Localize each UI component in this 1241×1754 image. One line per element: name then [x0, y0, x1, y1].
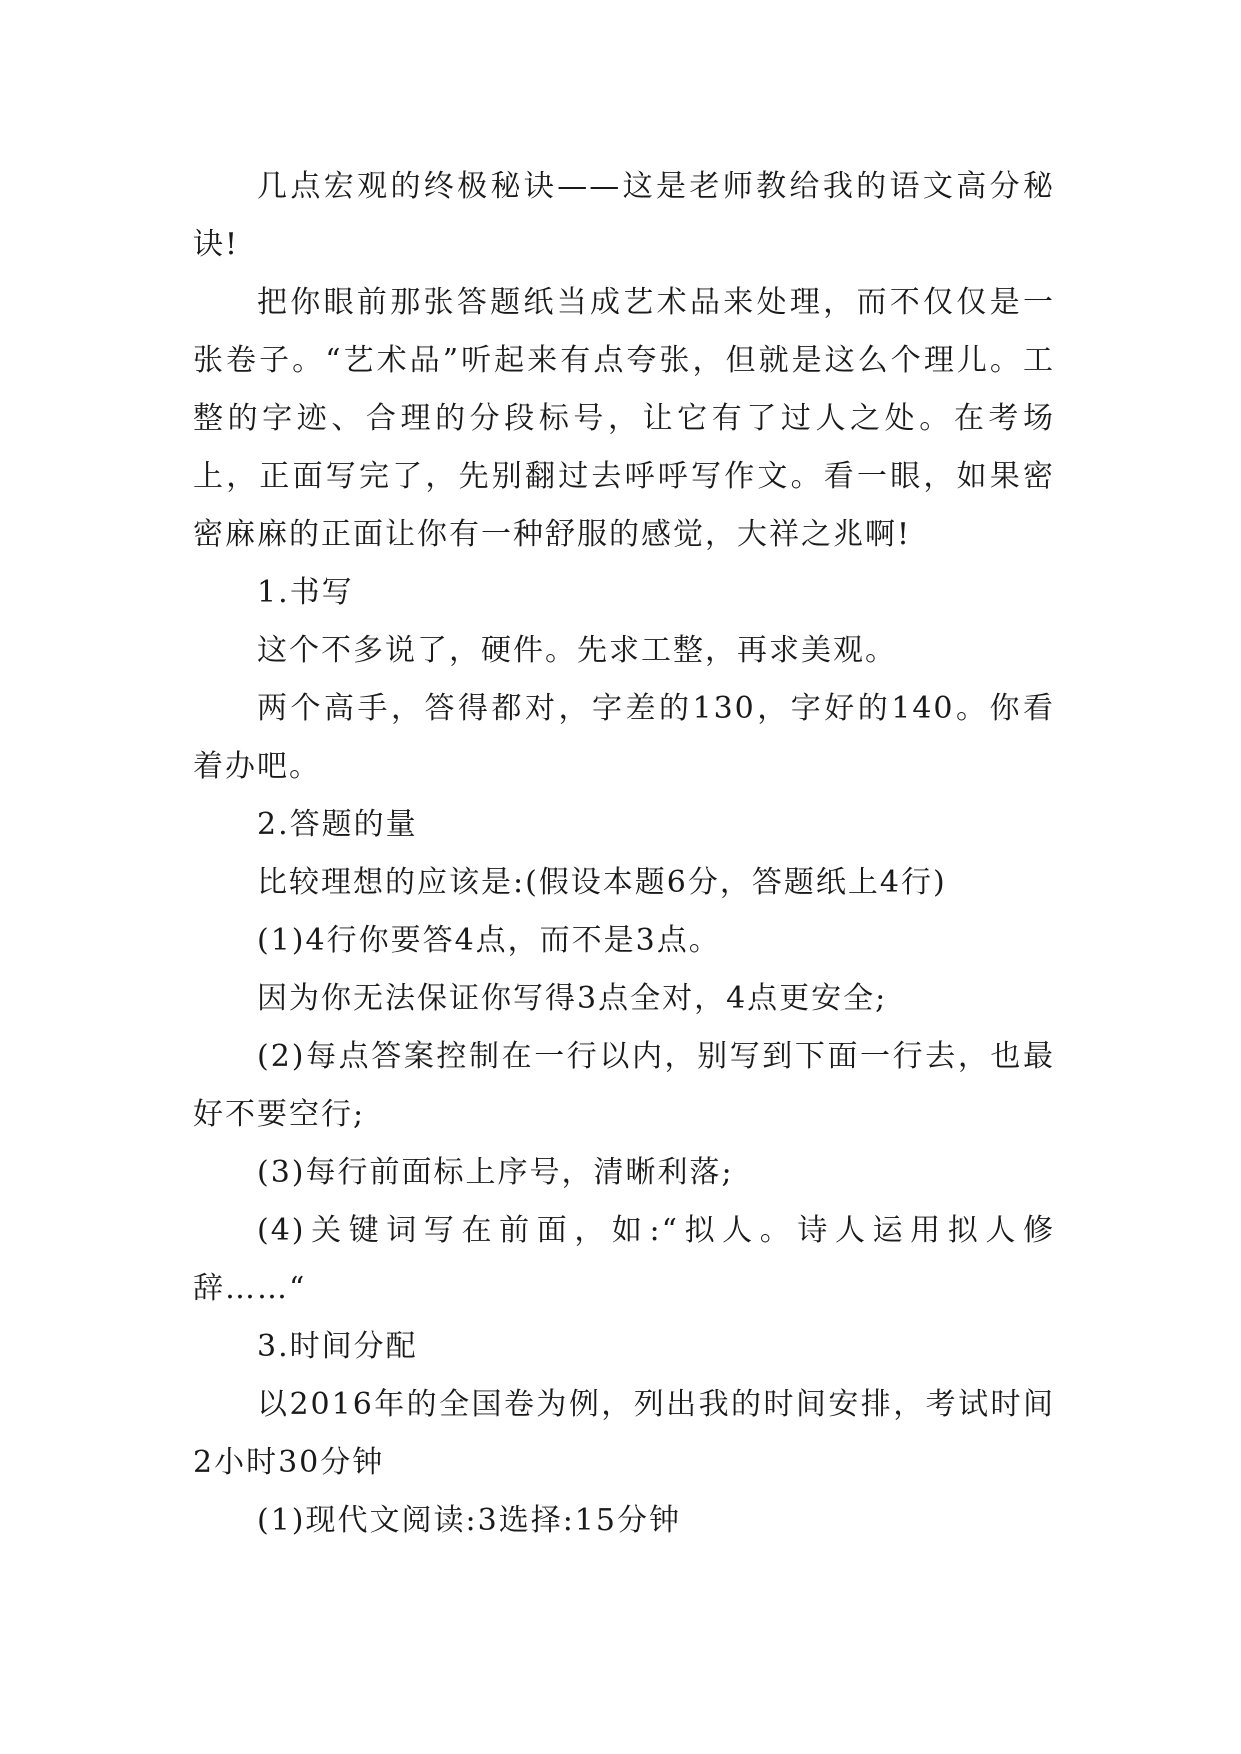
list-item-4: (4)关键词写在前面，如:“拟人。诗人运用拟人修辞……“	[193, 1213, 1055, 1306]
paragraph-score-example: 两个高手，答得都对，字差的130，字好的140。你看着办吧。	[193, 691, 1055, 784]
paragraph-ideal-answer: 比较理想的应该是:(假设本题6分，答题纸上4行)	[257, 865, 947, 900]
heading-handwriting: 1.书写	[257, 575, 354, 610]
paragraph-handwriting: 这个不多说了，硬件。先求工整，再求美观。	[257, 633, 897, 668]
list-item-1: (1)4行你要答4点，而不是3点。	[257, 923, 721, 958]
paragraph-time-example: 以2016年的全国卷为例，列出我的时间安排，考试时间2小时30分钟	[193, 1387, 1055, 1480]
paragraph-intro: 几点宏观的终极秘诀——这是老师教给我的语文高分秘诀!	[193, 169, 1055, 262]
heading-answer-amount: 2.答题的量	[257, 807, 418, 842]
list-item-time-1: (1)现代文阅读:3选择:15分钟	[257, 1503, 681, 1538]
document-body	[193, 158, 1055, 1550]
heading-time-allocation: 3.时间分配	[257, 1329, 418, 1364]
paragraph-reason: 因为你无法保证你写得3点全对，4点更安全;	[257, 981, 888, 1016]
list-item-3: (3)每行前面标上序号，清晰利落;	[257, 1155, 734, 1190]
list-item-2: (2)每点答案控制在一行以内，别写到下面一行去，也最好不要空行;	[193, 1039, 1055, 1132]
paragraph-answer-sheet: 把你眼前那张答题纸当成艺术品来处理，而不仅仅是一张卷子。“艺术品”听起来有点夸张，但就是这么个理儿。工整的字迹、合理的分段标号，让它有了过人之处。在考场上，正面写完了，先别翻过去呼呼写作文。看一眼，如果密密麻麻的正面让你有一种舒服的感觉，大祥之兆啊!	[193, 285, 1055, 552]
